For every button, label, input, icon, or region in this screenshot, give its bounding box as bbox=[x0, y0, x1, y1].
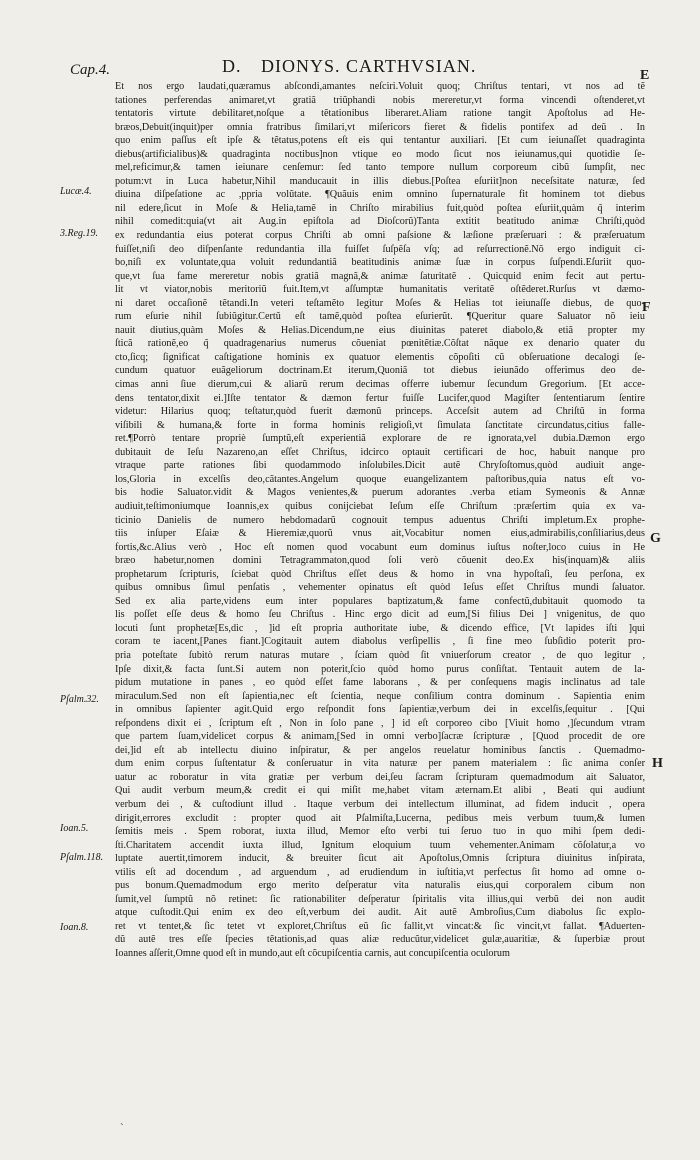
text-line: ex redundantia eius poterat corpus Chriſti ab omni paſsione & læſione præſeruari : & præſeruatum bbox=[115, 230, 645, 242]
text-line: ſumit,vel ſumptũ nõ retinet: ſic rationabiliter deſperatur ſpiritalis vita illius,qui verbũ dei non audit bbox=[115, 893, 645, 905]
text-line: cto,ſicq; ſignificat caſtigatione hominis ex quatuor elementis cõpoſiti cũ obſeruatione decalogi ſe- bbox=[115, 351, 645, 363]
text-line: vtilis eſt ad docendum , ad arguendum , ad erudiendum in iuſtitia,vt perfectus ſit homo ad omne o- bbox=[115, 866, 645, 878]
text-line: ſticã rationẽ,eo q̃ quadragenarius numerus cõueniat pœnitẽtiæ.Cõſtat nãque ex denario quater du bbox=[115, 338, 645, 350]
text-line: ſemitis meis . Spem roborat, iuxta illud, Memor eſto verbi tui ſeruo tuo in quo mihi ſpem dedi- bbox=[115, 826, 645, 838]
text-line: ticinio Danielis de numero hebdomadarũ cognouit tempus aduentus Chriſti impletum.Ex prophe- bbox=[115, 514, 645, 526]
margin-note-luke: Lucæ.4. bbox=[60, 186, 92, 197]
text-line: videtur: Hilarius quoq; teſtatur,quòd fuerit dæmonũ princeps. Acceſsit autem ad Chriſtũ in forma bbox=[115, 406, 645, 418]
text-line: bis hodie Saluator.vidit & Magos venientes,& puerum adorantes .verba etiam Symeonis & Annæ bbox=[115, 487, 645, 499]
text-line: quo enim paſſus eſt ipſe & tẽtatus,potens eſt eis qui tentantur auxiliari. [Et cum ieiunaſſet quadraginta bbox=[115, 135, 645, 147]
text-line: quibus omnibus ſimul penſatis , vehementer opinatus eſt quòd Ieſus eſſet Chriſtus mundi ſaluator. bbox=[115, 582, 645, 594]
text-line: dubitauit de Ieſu Nazareno,an eſſet Chriſtus, idcirco optauit certificari de hoc, habuit nanque pro bbox=[115, 446, 645, 458]
text-line: prophetarum ſcripturis, ſciebat quòd Chriſtus eſſet deus & homo in vna hypoſtaſi, ſeu perſona, ex bbox=[115, 568, 645, 580]
text-line: dens tentator,dixit ei.]Iſte tentator & dæmon fertur fuiſſe Lucifer,quod Magiſter ſententiarum ſentire bbox=[115, 392, 645, 404]
running-head-author: DIONYS. CARTHVSIAN. bbox=[261, 56, 477, 76]
text-line: bræo habetur,nomen domini Tetragrammaton,quod ſoli verò cõuenit deo.Ex his(inquam)& aliis bbox=[115, 555, 645, 567]
text-line: pus bonum.Quemadmodum ergo merito deſperatur vita naturalis eius,qui corporalem cibum non bbox=[115, 880, 645, 892]
margin-note-john5: Ioan.5. bbox=[60, 823, 89, 834]
text-line: ret vt tentet,& ſic tetet vt exploret,Chriſtus eũ ſic fallit,vt vincat:& ſic vincit,vt fallat. ¶Aduerten- bbox=[115, 920, 645, 932]
text-line: que partem ſuam,videlicet corpus & animam,[Sed in omni verbo]ſacræ ſcripturæ , [Quod procedit de ore bbox=[115, 731, 645, 743]
text-line: viſibili & humana,& forte in forma hominis religioſi,vt ſimulata ſanctitate circundatus,citius falle- bbox=[115, 419, 645, 431]
text-line: lit vt viator,nobis meritoriũ fuit.Item,vt aſſumptæ humanitatis veritatẽ oſtẽderet.Rurſus vt dæmo- bbox=[115, 284, 645, 296]
text-line: diuina diſpeſatione ac ,ppria volũtate. ¶Quãuis enim omnino ſupernaturale fit hominem tot diebus bbox=[115, 189, 645, 201]
text-line: nihil comedit:quia(vt ait Aug.in epiſtola ad Dioſcorũ)Tanta extitit beatitudo animæ Chriſti,quòd bbox=[115, 216, 645, 228]
text-line: nauit diutius,quàm Moſes & Helias.Dicendum,ne eius diuinitas pateret diabolo,& etiã propter my bbox=[115, 324, 645, 336]
margin-note-reg: 3.Reg.19. bbox=[60, 228, 99, 239]
text-line: Sed ex alia parte,videns eum inter populares baptizatum,& fame confectũ,dubitauit quomodo ta bbox=[115, 595, 645, 607]
text-line: luptate auertit,timorem inducit, & breuiter ſicut ait Apoſtolus,Omnis ſcriptura diuinitus inſpirata, bbox=[115, 853, 645, 865]
section-letter-g: G bbox=[650, 531, 661, 546]
section-letter-h: H bbox=[652, 756, 663, 771]
margin-note-john8: Ioan.8. bbox=[60, 922, 89, 933]
text-line: cundum quatuor euãgeliorum doctrinam.Et iterum,Quoniã tot diebus ieiunãdo offerimus deo de- bbox=[115, 365, 645, 377]
text-line: Ioannes aſſerit,Omne quod eſt in mundo,aut eſt cõcupiſcentia carnis, aut concupiſcentia oculorum bbox=[115, 948, 510, 959]
text-line: uatur ac roboratur in vita gratiæ per verbum dei,ſeu ſacram ſcripturam quemadmodum ait Saluator, bbox=[115, 771, 645, 783]
text-line: ret.¶Porrò tentare propriè ſumptũ,eſt experientiã explorare de re ignorata,vel dubia.Dæmon ergo bbox=[115, 433, 645, 445]
text-line: reſpondens dixit ei , ſcriptum eſt , Non in ſolo pane , ] id eſt corporeo cibo [Viuit homo ,]ſecundum vtram bbox=[115, 717, 645, 729]
text-line: rum eſurie nihil ſubiũgitur.Certũ eſt tamẽ,quòd poſtea eſurierũt. ¶Queritur quare Saluator nõ ieiu bbox=[115, 311, 645, 323]
text-line: que,vt ſua fame mereretur nobis gratiã magnã,& animæ ſaturitatẽ . Quicquid enim fecit aut pertu- bbox=[115, 270, 645, 282]
margin-note-psalm32: Pſalm.32. bbox=[60, 694, 99, 705]
text-line: Et nos ergo laudati,quæramus abſcondi,amantes neſciri.Voluit quoq; Chriſtus tentari, vt nos ad tẽ bbox=[115, 81, 645, 92]
section-letter-f: F bbox=[642, 300, 651, 315]
text-line: bræos,Debuit(inquit)per omnia fratribus ſimilari,vt miſericors fieret & fidelis pontifex ad deũ . In bbox=[115, 121, 645, 133]
text-line: mel,reficimur,& tamen ieiunare cenſemur: ſed tanto tempore nullum corporeum cibũ ſumpſit, nec bbox=[115, 162, 645, 174]
text-line: ſti.Charitatem accendit iuxta illud, Ignitum eloquium tuum vehementer.Animam cõſolatur,a vo bbox=[115, 839, 645, 851]
text-line: Ipſe dixit,& facta ſunt.Si autem non poterit,ſcio quòd homo purus conſiſtat. Tentauit autem de la- bbox=[115, 663, 645, 675]
text-line: nil edere,ſicut in Moſe & Helia,tamẽ in Chriſto mirabilius fuit,quòd poſtea eſuriit,quàm q̃ interim bbox=[115, 202, 645, 214]
text-line: lis poſſet eſſe deus & homo ſeu Chriſtus . Hinc ergo dicit ad eum,[Si filius Dei ] vnigenitus, de quo bbox=[115, 609, 645, 621]
text-line: audiuit,teſtimoniumque Ioannis,ex quibus conijciebat Ieſum eſſe Chriſtum :præſertim quia ex va- bbox=[115, 500, 645, 512]
text-line: fuiſſet,niſi deo diſpenſante redundantia illa fuiſſet ſuſpẽſa vſq; ad reſurrectionẽ.Nõ ergo indiguit ci- bbox=[115, 243, 645, 255]
text-line: fortis,&c.Alius verò , Hoc eſt nomen quod vocabunt eum dominus iuſtus noſter,loco cuius in He bbox=[115, 541, 645, 553]
text-line: tationes perferendas animaret,vt gratiã triũphandi nobis mereretur,vt forma vincendi oſtenderet,vt bbox=[115, 94, 645, 106]
text-line: dũ autẽ tres eſſe ſpecies tẽtationis,ad quas aliæ reducũtur,videlicet gulæ,auaritiæ, & ſuperbiæ prout bbox=[115, 934, 645, 946]
text-line: locuti ſunt prophetæ[Es,dic , ]id eſt propria authoritate iube, & dicendo effice, [Vt lapides iſti ]qui bbox=[115, 622, 645, 634]
text-line: Qui audit verbum meum,& credit ei qui miſit me,habet vitam æternam.Et alibi , Beati qui audiunt bbox=[115, 785, 645, 797]
text-line: bo,niſi ex voluntate,qua voluit redundantiã beatitudinis animæ ſuæ in corpus ſuſpendi.Eſuriit quo- bbox=[115, 257, 645, 269]
text-line: pria poteſtate ſubitò rerum naturas mutare , ſciam quòd ſit vniuerſorum creator , de quo legitur , bbox=[115, 649, 645, 661]
text-line: in omnibus ſapienter agit.Quid ergo reſpondit fons ſapientiæ,verbum dei in excelſis,ſequitur . [Qui bbox=[115, 704, 645, 716]
margin-note-psalm118: Pſalm.118. bbox=[60, 852, 104, 863]
text-line: atque cuſtodit.Qui enim ex deo eſt,verbum dei audit. Ait autẽ Ambroſius,Cum diabolus ſic explo- bbox=[115, 907, 645, 919]
body-text bbox=[115, 80, 645, 961]
text-line: los,Gloria in excelſis deo,cãtantes.Angelum quoque euangelizantem paſtoribus,quia natus eſt vo- bbox=[115, 473, 645, 485]
text-line: dirigit,errores excludit : propter quod ait Pſalmiſta,Lucerna, pedibus meis verbum tuum,& lumen bbox=[115, 812, 645, 824]
running-head-initial: D. bbox=[222, 56, 242, 76]
text-line: tentatoris virtute debilitaret,noſque a tẽtationibus liberaret.Aliam ratione tangit Apoſtolus ad He- bbox=[115, 108, 645, 120]
text-line: potum:vt in Luca habetur,Nihil manducauit in illis diebus.[Poſtea eſuriit]non neceſsitate naturæ, ſed bbox=[115, 175, 645, 187]
text-line: diebus(artificialibus)& quadraginta noctibus]non vtique eo modo ſicut nos ieiunamus,qui quotidie ſe- bbox=[115, 148, 645, 160]
text-line: ni daret occaſionẽ tẽtandi.In veteri teſtamẽto legitur Moſes & Helias tot ieiunaſſe diebus, de quo- bbox=[115, 297, 645, 309]
text-line: miraculum.Sed non eſt ſapientia,nec eſt ſcientia, neque conſilium contra dominum . Sapientia enim bbox=[115, 690, 645, 702]
section-letter-e: E bbox=[640, 68, 650, 83]
page-mark: ` bbox=[120, 1122, 124, 1134]
text-line: coram te iacent,[Panes fiant.]Cogitauit autem diabolus verſipellis , ſi fine meo ſubſidio poterit pro- bbox=[115, 636, 645, 648]
text-line: pidum mutatione in panes , eo quòd eſſet fame laborans , & per conſequens magis inclinatus ad tale bbox=[115, 677, 645, 689]
text-line: dum enim corpus ſuſtentatur & conſeruatur in vita naturæ per panem materialem : ſic anima conſer bbox=[115, 758, 645, 770]
text-line: dei,]id eſt ab intellectu diuino inſpiratur, & per angelos reuelatur hominibus ſanctis . Quemadmo- bbox=[115, 744, 645, 756]
running-head bbox=[222, 56, 522, 77]
chapter-label: Cap.4. bbox=[70, 62, 111, 78]
text-line: cimas anni ſiue dierum,cui & aliarũ rerum decimas offerre iubemur ſecundum Gregorium. [Et acce- bbox=[115, 379, 645, 391]
text-line: vtraque parte rationes ſibi quodammodo inſolubiles.Dicit autẽ Chryſoſtomus,quòd audiuit ange- bbox=[115, 460, 645, 472]
text-line: tiis inſuper Eſaiæ & Hieremiæ,quorũ vnus ait,Vocabitur nomen eius,admirabilis,conſiliarius,deus bbox=[115, 528, 645, 540]
text-line: verbum dei , & cuſtodiunt illud . Itaque verbum dei intellectum illuminat, ad fidem inducit , opera bbox=[115, 798, 645, 810]
